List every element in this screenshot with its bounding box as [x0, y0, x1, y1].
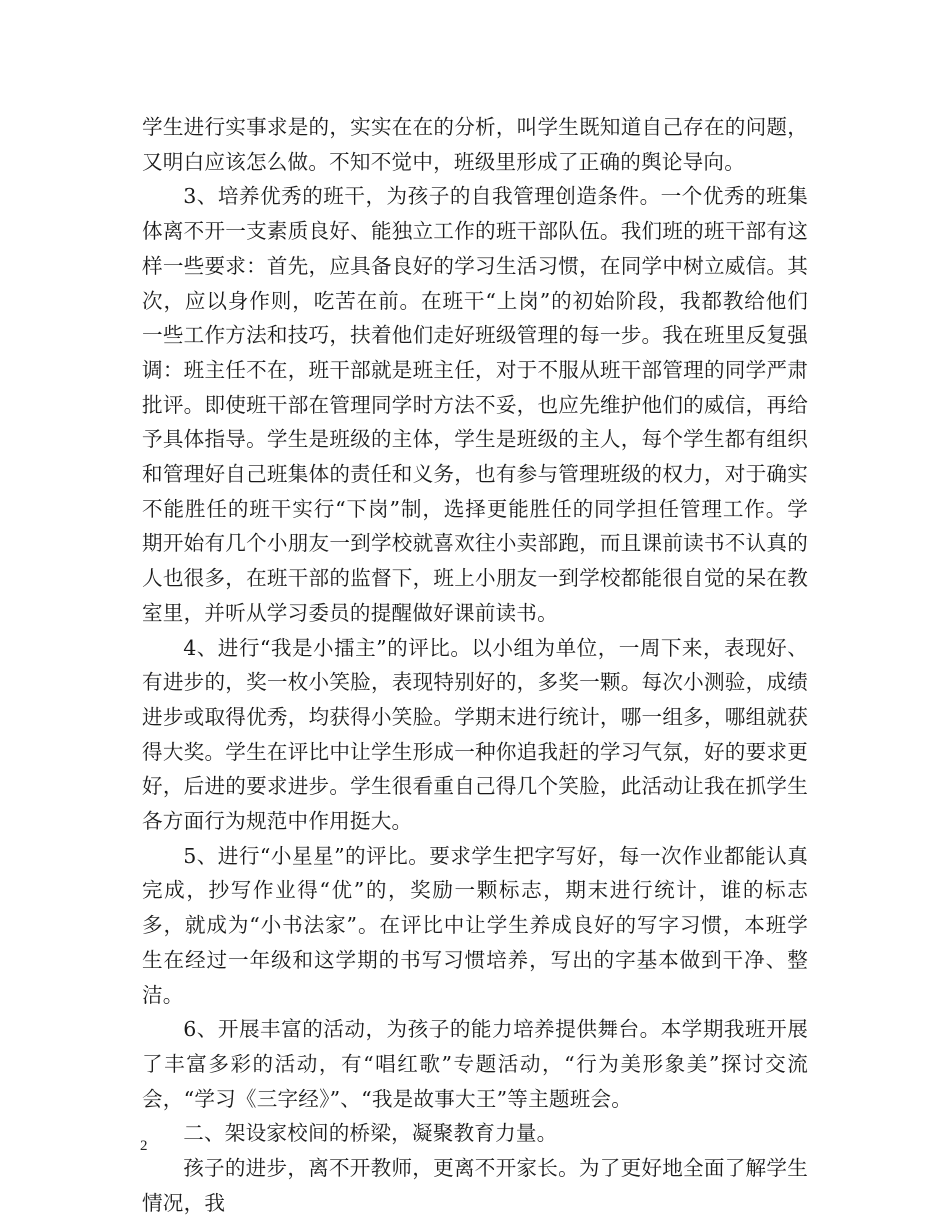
paragraph-little-champion: 4、进行“我是小擂主”的评比。以小组为单位，一周下来，表现好、有进步的，奖一枚小笑脸，表现特别好的，多奖一颗。每次小测验，成绩进步或取得优秀，均获得小笑脸。学期末进行统计，哪一组多，哪组就获得大奖。学生在评比中让学生形成一种你追我赶的学习气氛，好的要求更好，后进的要求进步。学生很看重自己得几个笑脸，此活动让我在抓学生各方面行为规范中作用挺大。 [142, 635, 808, 834]
paragraph-parents: 孩子的进步，离不开教师，更离不开家长。为了更好地全面了解学生情况，我 [142, 1156, 808, 1215]
page-number: 2 [140, 1138, 148, 1154]
paragraph-continuation: 学生进行实事求是的，实实在在的分析，叫学生既知道自己存在的问题，又明白应该怎么做。不知不觉中，班级里形成了正确的舆论导向。 [142, 115, 808, 174]
paragraph-activities: 6、开展丰富的活动，为孩子的能力培养提供舞台。本学期我班开展了丰富多彩的活动，有“唱红歌”专题活动，“行为美形象美”探讨交流会，“学习《三字经》”、“我是故事大王”等主题班会。 [142, 1017, 808, 1111]
paragraph-class-leaders: 3、培养优秀的班干，为孩子的自我管理创造条件。一个优秀的班集体离不开一支素质良好、能独立工作的班干部队伍。我们班的班干部有这样一些要求：首先，应具备良好的学习生活习惯，在同学中树立威信。其次，应以身作则，吃苦在前。在班干“上岗”的初始阶段，我都教给他们一些工作方法和技巧，扶着他们走好班级管理的每一步。我在班里反复强调：班主任不在，班干部就是班主任，对于不服从班干部管理的同学严肃批评。即使班干部在管理同学时方法不妥，也应先维护他们的威信，再给予具体指导。学生是班级的主体，学生是班级的主人，每个学生都有组织和管理好自己班集体的责任和义务，也有参与管理班级的权力，对于确实不能胜任的班干实行“下岗”制，选择更能胜任的同学担任管理工作。学期开始有几个小朋友一到学校就喜欢往小卖部跑，而且课前读书不认真的人也很多，在班干部的监督下，班上小朋友一到学校都能很自觉的呆在教室里，并听从学习委员的提醒做好课前读书。 [142, 184, 808, 625]
paragraph-little-star: 5、进行“小星星”的评比。要求学生把字写好，每一次作业都能认真完成，抄写作业得“优”的，奖励一颗标志，期末进行统计，谁的标志多，就成为“小书法家”。在评比中让学生养成良好的写字习惯，本班学生在经过一年级和这学期的书写习惯培养，写出的字基本做到干净、整洁。 [142, 843, 808, 1007]
document-body [142, 110, 808, 1221]
section-heading-home-school: 二、架设家校间的桥梁，凝聚教育力量。 [183, 1121, 558, 1146]
